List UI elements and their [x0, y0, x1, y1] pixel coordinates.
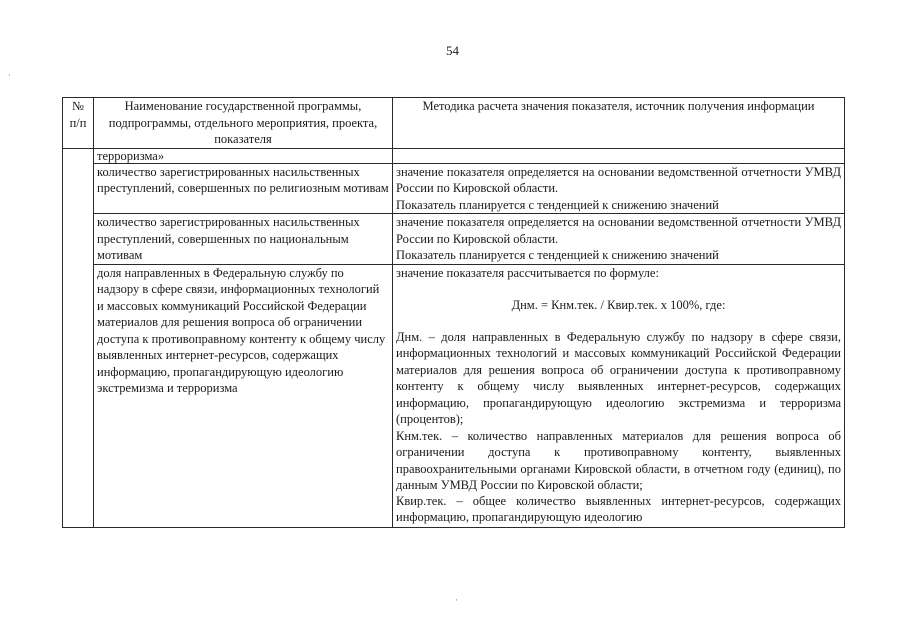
header-num: № п/п	[63, 98, 94, 149]
method-cell	[393, 264, 845, 527]
definition: Кнм.тек. – количество направленных материалов для решения вопроса об ограничении доступа к противоправному контенту, выявленных правоохранительными органами Кировской области, в отчетном году (единиц), по данным УМВД России по Кировской области;	[396, 428, 841, 492]
num-cell	[63, 148, 94, 527]
scan-speck: ·	[455, 595, 458, 605]
method-cell	[393, 163, 845, 214]
method-text: Показатель планируется с тенденцией к снижению значений	[396, 197, 719, 212]
table-row	[63, 148, 845, 163]
definition: Квир.тек. – общее количество выявленных интернет-ресурсов, содержащих информацию, пропагандирующую идеологию	[396, 493, 841, 524]
name-cell: доля направленных в Федеральную службу по надзору в сфере связи, информационных технологий и массовых коммуникаций Российской Федерации материалов для решения вопроса об ограничении доступа к противоправному контенту к общему числу выявленных интернет-ресурсов, содержащих информацию, пропагандирующую идеологию экстремизма и терроризма	[94, 264, 393, 527]
page-number: 54	[446, 43, 459, 58]
definition: Днм. – доля направленных в Федеральную службу по надзору в сфере связи, информационных технологий и массовых коммуникаций Российской Федерации материалов для решения вопроса об ограничении доступа к противоправному контенту к общему числу выявленных интернет-ресурсов, содержащих информацию, пропагандирующую идеологию экстремизма и терроризма (процентов);	[396, 329, 841, 426]
table-row	[63, 264, 845, 527]
method-text: значение показателя определяется на основании ведомственной отчетности УМВД России по Кировской области.	[396, 215, 841, 246]
indicator-table	[62, 97, 845, 528]
name-cell: терроризма»	[94, 148, 393, 163]
name-cell: количество зарегистрированных насильственных преступлений, совершенных по религиозным мотивам	[94, 163, 393, 214]
header-method: Методика расчета значения показателя, источник получения информации	[393, 98, 845, 149]
method-cell	[393, 214, 845, 265]
header-name: Наименование государственной программы, подпрограммы, отдельного мероприятия, проекта, показателя	[94, 98, 393, 149]
method-text: значение показателя определяется на основании ведомственной отчетности УМВД России по Кировской области.	[396, 164, 841, 195]
table-row	[63, 214, 845, 265]
name-cell: количество зарегистрированных насильственных преступлений, совершенных по национальным мотивам	[94, 214, 393, 265]
method-text: Показатель планируется с тенденцией к снижению значений	[396, 248, 719, 262]
method-intro: значение показателя рассчитывается по формуле:	[396, 265, 659, 280]
table-header-row	[63, 98, 845, 149]
scan-speck: ·	[8, 70, 11, 80]
formula: Днм. = Кнм.тек. / Квир.тек. х 100%, где:	[511, 298, 726, 312]
method-cell	[393, 148, 845, 163]
table-row	[63, 163, 845, 214]
